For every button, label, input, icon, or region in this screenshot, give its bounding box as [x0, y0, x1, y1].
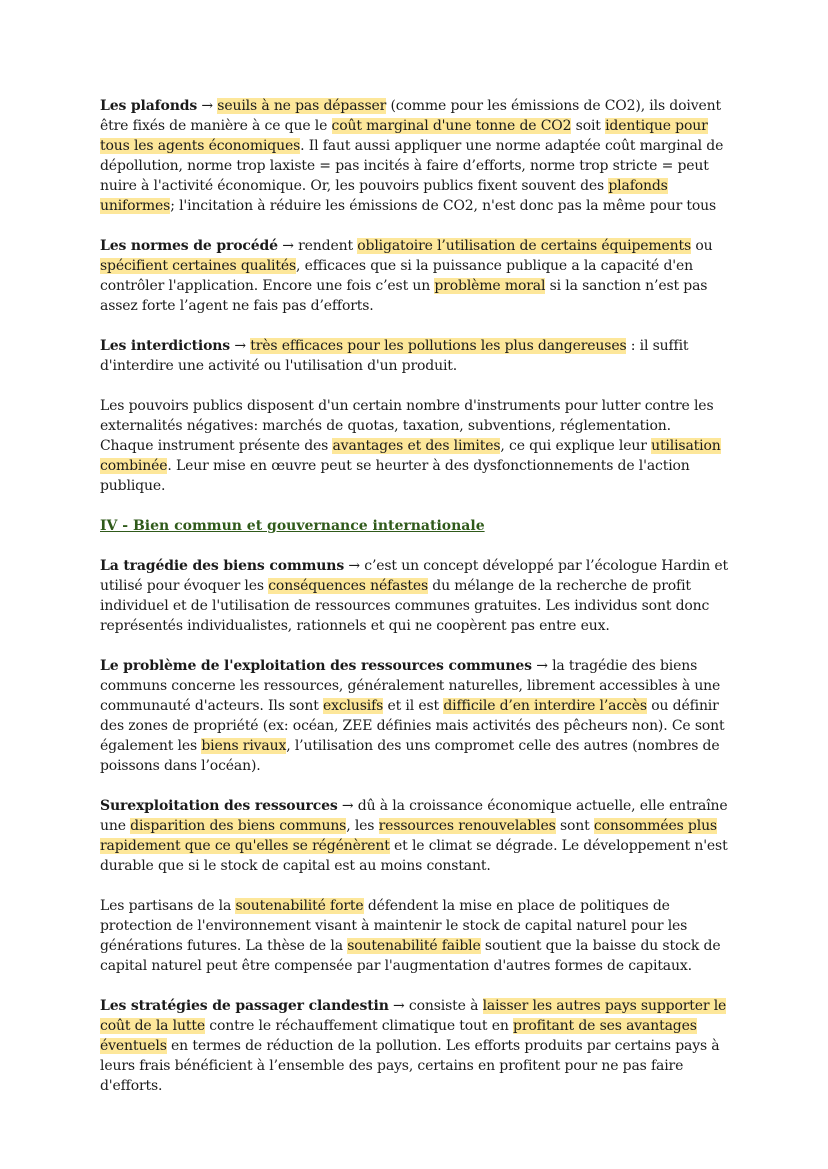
paragraph-normes-de-procede	[100, 236, 728, 316]
term-lead: Les normes de procédé	[100, 238, 278, 254]
paragraph-exploitation-ressources	[100, 656, 728, 776]
highlighted-text: avantages et des limites	[332, 438, 501, 454]
term-lead: Les plafonds	[100, 98, 198, 114]
body-text: ; l'incitation à réduire les émissions de CO2, n'est donc pas la même pour tous	[170, 198, 717, 214]
body-text: sont	[555, 818, 594, 834]
highlighted-text: difficile d’en interdire l’accès	[443, 698, 647, 714]
body-text: (comme pour les émissions de CO2), ils doivent être fixés de manière à ce que le	[100, 98, 721, 134]
highlighted-text: obligatoire l’utilisation de certains équipements	[357, 238, 692, 254]
paragraph-tragedie-biens-communs	[100, 556, 728, 636]
body-text: → dû à la croissance économique actuelle, elle entraîne une	[100, 798, 728, 834]
highlighted-text: disparition des biens communs	[130, 818, 347, 834]
body-text: en termes de réduction de la pollution. Les efforts produits par certains pays à leurs frais bénéficient à l’ensemble des pays, certains en profitent pour ne pas faire d'efforts.	[100, 1038, 720, 1094]
term-lead: Surexploitation des ressources	[100, 798, 338, 814]
body-text: Les partisans de la	[100, 898, 236, 914]
body-text: et il est	[383, 698, 444, 714]
highlighted-text: biens rivaux	[201, 738, 287, 754]
body-text: , ce qui explique leur	[500, 438, 652, 454]
body-text: → consiste à	[388, 998, 483, 1014]
body-text: si la sanction n’est pas assez forte l’agent ne fais pas d’efforts.	[100, 278, 708, 314]
body-text: et le climat se dégrade. Le développement n'est durable que si le stock de capital est au moins constant.	[100, 838, 728, 874]
body-text: ou	[691, 238, 713, 254]
body-text: soutient que la baisse du stock de capital naturel peut être compensée par l'augmentation d'autres formes de capitaux.	[100, 938, 721, 974]
paragraph-surexploitation	[100, 796, 728, 876]
body-text: → c’est un concept développé par l’écologue Hardin et utilisé pour évoquer les	[100, 558, 729, 594]
highlighted-text: spécifient certaines qualités	[100, 258, 297, 274]
highlighted-text: conséquences néfastes	[268, 578, 428, 594]
body-text: →	[230, 338, 251, 354]
body-text: . Il faut aussi appliquer une norme adaptée coût marginal de dépollution, norme trop laxiste = pas incités à faire d’efforts, norme trop stricte = peut nuire à l'activité économique. Or, les pouvoirs publics fixent souvent des	[100, 138, 724, 194]
body-text: → la tragédie des biens communs concerne les ressources, généralement naturelles, librement accessibles à une communauté d'acteurs. Ils sont	[100, 658, 721, 714]
highlighted-text: profitant de ses avantages éventuels	[100, 1018, 697, 1054]
highlighted-text: consommées plus rapidement que ce qu'elles se régénèrent	[100, 818, 717, 854]
body-text: , l’utilisation des uns compromet celle des autres (nombres de poissons dans l’océan).	[100, 738, 720, 774]
body-text: →	[197, 98, 218, 114]
body-text: → rendent	[277, 238, 358, 254]
section-heading: IV - Bien commun et gouvernance internationale	[100, 518, 485, 534]
body-text: contre le réchauffement climatique tout en	[204, 1018, 514, 1034]
highlighted-text: soutenabilité faible	[347, 938, 481, 954]
highlighted-text: laisser les autres pays supporter le coût de la lutte	[100, 998, 727, 1034]
paragraph-interdictions	[100, 336, 728, 376]
body-text: défendent la mise en place de politiques de protection de l'environnement visant à maintenir le stock de capital naturel pour les générations futures. La thèse de la	[100, 898, 688, 954]
paragraph-soutenabilite	[100, 896, 728, 976]
body-text: du mélange de la recherche de profit individuel et de l'utilisation de ressources communes gratuites. Les individus sont donc représentés individualistes, rationnels et qui ne coopèrent pas entre eux.	[100, 578, 710, 634]
body-text: , efficaces que si la puissance publique a la capacité d'en contrôler l'application. Encore une fois c’est un	[100, 258, 693, 294]
highlighted-text: très efficaces pour les pollutions les plus dangereuses	[250, 338, 627, 354]
body-text: Les pouvoirs publics disposent d'un certain nombre d'instruments pour lutter contre les externalités négatives: marchés de quotas, taxation, subventions, réglementation. Chaque instrument présente des	[100, 398, 714, 454]
highlighted-text: soutenabilité forte	[235, 898, 364, 914]
term-lead: Les stratégies de passager clandestin	[100, 998, 389, 1014]
highlighted-text: utilisation combinée	[100, 438, 721, 474]
paragraph-instruments	[100, 396, 728, 496]
paragraph-plafonds	[100, 96, 728, 216]
highlighted-text: ressources renouvelables	[378, 818, 556, 834]
highlighted-text: coût marginal d'une tonne de CO2	[331, 118, 572, 134]
highlighted-text: plafonds uniformes	[100, 178, 668, 214]
highlighted-text: exclusifs	[322, 698, 384, 714]
term-lead: La tragédie des biens communs	[100, 558, 345, 574]
body-text: , les	[346, 818, 379, 834]
body-text: : il suffit d'interdire une activité ou l'utilisation d'un produit.	[100, 338, 689, 374]
term-lead: Les interdictions	[100, 338, 231, 354]
highlighted-text: identique pour tous les agents économiques	[100, 118, 708, 154]
highlighted-text: seuils à ne pas dépasser	[217, 98, 387, 114]
body-text: ou définir des zones de propriété (ex: océan, ZEE définies mais activités des pêcheurs non). Ce sont également les	[100, 698, 725, 754]
highlighted-text: problème moral	[434, 278, 546, 294]
paragraph-passager-clandestin	[100, 996, 728, 1096]
term-lead: Le problème de l'exploitation des ressources communes	[100, 658, 532, 674]
body-text: . Leur mise en œuvre peut se heurter à des dysfonctionnements de l'action publique.	[100, 458, 690, 494]
body-text: soit	[571, 118, 606, 134]
